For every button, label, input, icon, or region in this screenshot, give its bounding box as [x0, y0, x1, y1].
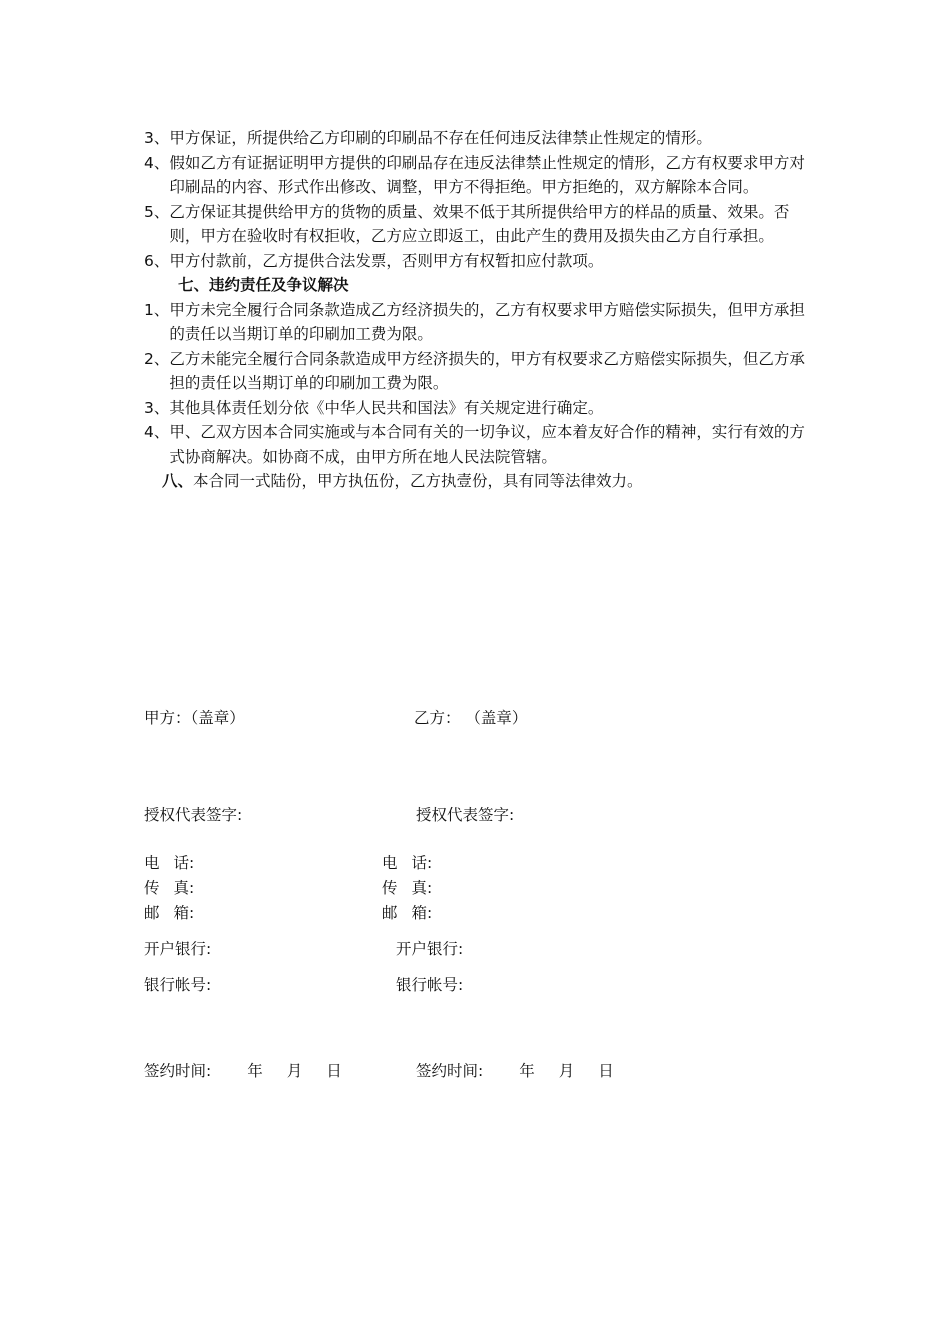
phone-label-first: 电	[382, 854, 398, 872]
clause-7-1	[144, 298, 808, 347]
party-a-fax	[144, 878, 194, 898]
party-a-authorized-signature: 授权代表签字:	[144, 806, 243, 824]
fax-label-first: 传	[144, 879, 160, 897]
clause-text: 假如乙方有证据证明甲方提供的印刷品存在违反法律禁止性规定的情形，乙方有权要求甲方对印刷品的内容、形式作出修改、调整，甲方不得拒绝。甲方拒绝的，双方解除本合同。	[169, 153, 805, 196]
fax-label-second: 真:	[173, 879, 195, 897]
party-b-email	[382, 903, 432, 923]
fax-label-second: 真:	[411, 879, 433, 897]
phone-label-second: 话:	[411, 854, 433, 872]
clause-6-6	[144, 249, 808, 274]
email-label-second: 箱:	[411, 904, 433, 922]
party-a-seal: 甲方：（盖章）	[144, 709, 245, 727]
date-day: 日	[598, 1062, 614, 1080]
clause-text: 甲方未完全履行合同条款造成乙方经济损失的，乙方有权要求甲方赔偿实际损失，但甲方承担的责任以当期订单的印刷加工费为限。	[169, 300, 805, 343]
clause-7-4	[144, 420, 808, 469]
clause-text: 乙方未能完全履行合同条款造成甲方经济损失的，甲方有权要求乙方赔偿实际损失，但乙方承担的责任以当期订单的印刷加工费为限。	[169, 349, 805, 392]
clause-text: 乙方保证其提供给甲方的货物的质量、效果不低于其所提供给甲方的样品的质量、效果。否则，甲方在验收时有权拒收，乙方应立即返工，由此产生的费用及损失由乙方自行承担。	[169, 202, 790, 245]
clause-number: 5、	[144, 202, 170, 221]
clause-text: 甲方保证，所提供给乙方印刷的印刷品不存在任何违反法律禁止性规定的情形。	[169, 129, 712, 147]
clause-number: 6、	[144, 251, 170, 270]
section-8	[144, 469, 808, 494]
section-8-text: 本合同一式陆份，甲方执伍份，乙方执壹份，具有同等法律效力。	[193, 472, 643, 490]
clause-6-5	[144, 200, 808, 249]
party-a-sign-date	[144, 1061, 342, 1081]
clause-text: 甲方付款前，乙方提供合法发票，否则甲方有权暂扣应付款项。	[169, 251, 604, 270]
clause-text: 其他具体责任划分依《中华人民共和国法》有关规定进行确定。	[169, 398, 604, 417]
date-year: 年	[519, 1062, 535, 1080]
clause-7-3	[144, 396, 808, 421]
party-b-fax	[382, 878, 432, 898]
clause-number: 1、	[144, 300, 170, 319]
section-7-heading: 七、违约责任及争议解决	[178, 276, 349, 294]
email-label-second: 箱:	[173, 904, 195, 922]
clause-number: 2、	[144, 349, 170, 368]
section-8-lead: 八、	[162, 472, 194, 490]
phone-label-second: 话:	[173, 854, 195, 872]
clause-number: 3、	[144, 129, 170, 147]
party-a-email	[144, 903, 194, 923]
email-label-first: 邮	[382, 904, 398, 922]
clause-7-2	[144, 347, 808, 396]
clause-text: 甲、乙双方因本合同实施或与本合同有关的一切争议，应本着友好合作的精神，实行有效的方式协商解决。如协商不成，由甲方所在地人民法院管辖。	[169, 423, 805, 466]
fax-label-first: 传	[382, 879, 398, 897]
date-year: 年	[247, 1062, 263, 1080]
party-b-bank: 开户银行:	[396, 940, 464, 958]
clause-6-3	[144, 126, 808, 151]
party-a-bank: 开户银行:	[144, 940, 212, 958]
date-day: 日	[326, 1062, 342, 1080]
clause-6-4	[144, 151, 808, 200]
clause-number: 4、	[144, 423, 170, 441]
party-b-authorized-signature: 授权代表签字:	[416, 806, 515, 824]
party-b-sign-date	[416, 1061, 614, 1081]
clause-number: 4、	[144, 153, 170, 172]
party-a-account: 银行帐号:	[144, 976, 212, 994]
phone-label-first: 电	[144, 854, 160, 872]
party-b-account: 银行帐号:	[396, 976, 464, 994]
clause-number: 3、	[144, 398, 170, 417]
clauses-block	[144, 126, 808, 494]
date-month: 月	[286, 1062, 303, 1080]
party-a-phone	[144, 853, 194, 873]
party-b-phone	[382, 853, 432, 873]
date-month: 月	[558, 1062, 575, 1080]
sign-date-label: 签约时间:	[144, 1062, 212, 1080]
email-label-first: 邮	[144, 904, 160, 922]
party-b-seal: 乙方： （盖章）	[414, 709, 528, 727]
sign-date-label: 签约时间:	[416, 1062, 484, 1080]
